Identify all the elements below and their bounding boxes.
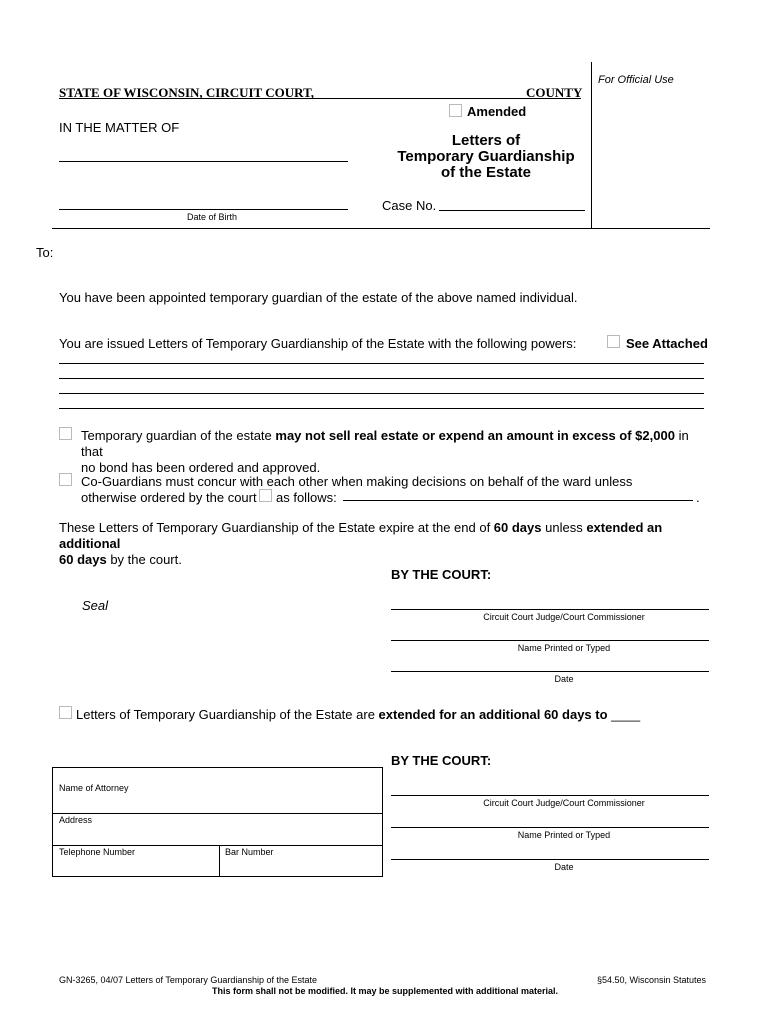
extended-text: [76, 707, 640, 723]
coguardians-text-line-1: Co-Guardians must concur with each other when making decisions on behalf of the ward unless: [81, 474, 633, 489]
title-line-1: Letters of: [451, 132, 521, 149]
name-caption-1: Name Printed or Typed: [517, 643, 611, 653]
statute-ref: §54.50, Wisconsin Statutes: [597, 975, 707, 985]
expire-pre: These Letters of Temporary Guardianship of the Estate expire at the end of: [59, 520, 494, 535]
matter-name-field[interactable]: [59, 161, 348, 162]
extended-blank[interactable]: ____: [611, 707, 641, 722]
to-label: To:: [36, 245, 54, 260]
court-label: STATE OF WISCONSIN, CIRCUIT COURT,: [59, 85, 315, 100]
document-title: [386, 133, 586, 181]
attorney-info-box: [52, 767, 383, 877]
issued-text: You are issued Letters of Temporary Guardianship of the Estate with the following powers:: [59, 336, 577, 351]
restriction-post: in that: [81, 428, 689, 459]
expire-post: by the court.: [106, 552, 182, 567]
attorney-row-divider-2: [53, 845, 382, 846]
as-follows-field[interactable]: [343, 500, 693, 501]
case-no-label: Case No.: [382, 198, 437, 213]
extended-checkbox[interactable]: [59, 706, 72, 719]
address-label: Address: [59, 815, 93, 825]
matter-of-label: IN THE MATTER OF: [59, 120, 180, 135]
by-the-court-2: BY THE COURT:: [391, 753, 492, 768]
county-label: COUNTY: [526, 85, 583, 100]
date-field-1[interactable]: [391, 671, 709, 672]
see-attached-checkbox[interactable]: [607, 335, 620, 348]
extended-bold: extended for an additional 60 days to: [378, 707, 608, 722]
restriction-text: [81, 428, 711, 476]
by-the-court-1: BY THE COURT:: [391, 567, 492, 582]
name-printed-field-2[interactable]: [391, 827, 709, 828]
expire-mid: unless: [541, 520, 587, 535]
seal-label: Seal: [82, 598, 109, 613]
expire-bold-2: extended an additional: [59, 520, 663, 551]
powers-line-2[interactable]: [59, 378, 704, 379]
extended-pre: Letters of Temporary Guardianship of the Estate are: [76, 707, 379, 722]
phone-bar-divider: [219, 845, 220, 876]
attorney-row-divider-1: [53, 813, 382, 814]
official-use-divider: [591, 62, 592, 228]
form-id: GN-3265, 04/07 Letters of Temporary Guardianship of the Estate: [59, 975, 317, 985]
as-follows-label: as follows:: [276, 490, 337, 505]
date-caption-2: Date: [554, 862, 574, 872]
amended-label: Amended: [467, 104, 527, 119]
appointed-text: You have been appointed temporary guardian of the estate of the above named individual.: [59, 290, 578, 305]
coguardians-checkbox[interactable]: [59, 473, 72, 486]
restriction-pre: Temporary guardian of the estate: [81, 428, 276, 443]
expire-bold-3: 60 days: [59, 552, 107, 567]
title-line-2: Temporary Guardianship: [397, 148, 575, 165]
restriction-bold: may not sell real estate or expend an amount in excess of $2,000: [275, 428, 675, 443]
name-printed-field-1[interactable]: [391, 640, 709, 641]
date-caption-1: Date: [554, 674, 574, 684]
as-follows-checkbox[interactable]: [259, 489, 272, 502]
date-field-2[interactable]: [391, 859, 709, 860]
court-line: [59, 98, 581, 99]
attorney-name-label: Name of Attorney: [59, 783, 129, 793]
expire-bold-1: 60 days: [493, 520, 542, 535]
judge-signature-field-2[interactable]: [391, 795, 709, 796]
expire-text: [59, 520, 719, 568]
case-no-field[interactable]: [439, 210, 585, 211]
name-caption-2: Name Printed or Typed: [517, 830, 611, 840]
title-line-3: of the Estate: [440, 164, 531, 181]
footer-notice: This form shall not be modified. It may be supplemented with additional material.: [211, 986, 559, 996]
restriction-line-2: no bond has been ordered and approved.: [81, 460, 321, 475]
see-attached-label: See Attached: [626, 336, 708, 351]
dob-field[interactable]: [59, 209, 348, 210]
judge-caption-2: Circuit Court Judge/Court Commissioner: [483, 798, 645, 808]
header-bottom-rule: [52, 228, 710, 229]
dob-label: Date of Birth: [187, 212, 238, 222]
restriction-checkbox[interactable]: [59, 427, 72, 440]
powers-line-1[interactable]: [59, 363, 704, 364]
powers-line-3[interactable]: [59, 393, 704, 394]
coguardians-line-2-pre: otherwise ordered by the court: [81, 490, 257, 505]
bar-number-label: Bar Number: [225, 847, 274, 857]
powers-line-4[interactable]: [59, 408, 704, 409]
telephone-label: Telephone Number: [59, 847, 136, 857]
official-use-label: For Official Use: [598, 74, 674, 86]
judge-caption-1: Circuit Court Judge/Court Commissioner: [483, 612, 645, 622]
amended-checkbox[interactable]: [449, 104, 462, 117]
as-follows-period: .: [696, 490, 700, 505]
judge-signature-field-1[interactable]: [391, 609, 709, 610]
